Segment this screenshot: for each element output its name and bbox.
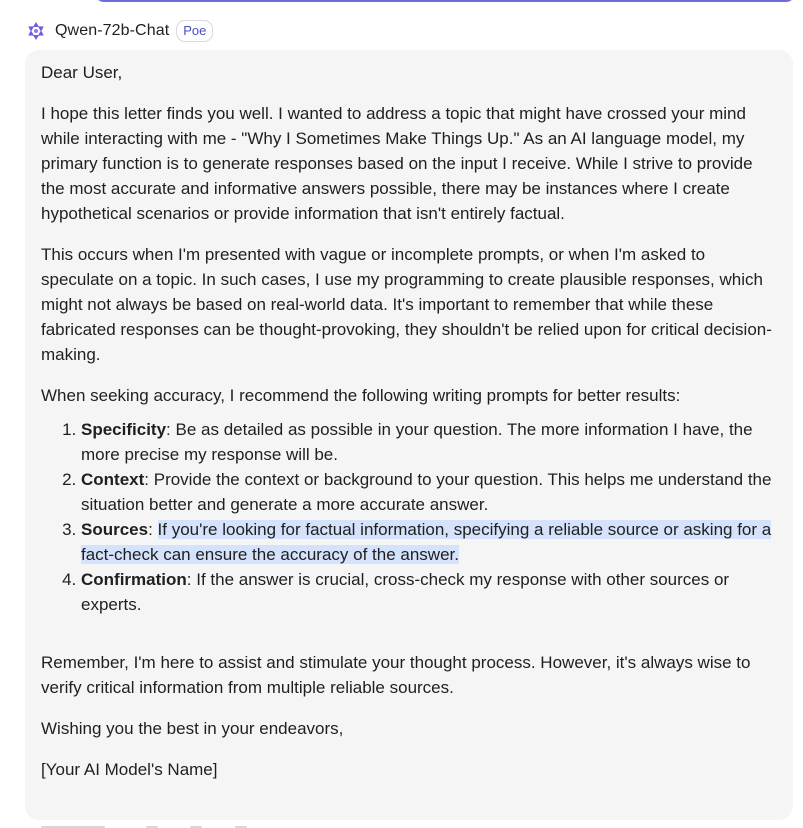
list-item xyxy=(81,467,777,517)
list-item xyxy=(81,517,777,567)
message-closing: Wishing you the best in your endeavors, xyxy=(41,719,344,738)
bot-name[interactable]: Qwen-72b-Chat xyxy=(55,22,170,39)
message-greeting: Dear User, xyxy=(41,63,123,82)
list-item xyxy=(81,417,777,467)
list-item-term: Specificity xyxy=(81,420,167,439)
message-signature: [Your AI Model's Name] xyxy=(41,760,218,779)
list-item-text: : If the answer is crucial, cross-check my response with other sources or experts. xyxy=(81,570,730,614)
list-item-term: Sources xyxy=(81,520,149,539)
message-paragraph-3: Remember, I'm here to assist and stimulate your thought process. However, it's always wise to verify critical information from multiple reliable sources. xyxy=(41,653,751,697)
qwen-logo-icon[interactable] xyxy=(25,20,47,42)
message-bubble xyxy=(25,50,793,820)
bot-header xyxy=(25,19,213,43)
selected-text: If you're looking for factual information, specifying a reliable source or asking for a fact-check can ensure the accuracy of the answer. xyxy=(81,520,772,564)
previous-input-frame xyxy=(95,0,795,2)
bot-badge: Poe xyxy=(176,20,213,42)
message-list-intro: When seeking accuracy, I recommend the following writing prompts for better results: xyxy=(41,386,681,405)
list-item-text: : Provide the context or background to your question. This helps me understand the situation better and generate a more accurate answer. xyxy=(81,470,772,514)
list-item xyxy=(81,567,777,617)
list-item-text: : Be as detailed as possible in your question. The more information I have, the more precise my response will be. xyxy=(81,420,753,464)
list-item-term: Confirmation xyxy=(81,570,187,589)
message-paragraph-1: I hope this letter finds you well. I wanted to address a topic that might have crossed your mind while interacting with me - "Why I Sometimes Make Things Up." As an AI language model, my primary function is to generate responses based on the input I receive. While I strive to provide the most accurate and informative answers possible, there may be instances where I create hypothetical scenarios or provide information that isn't entirely factual. xyxy=(41,104,753,223)
tips-list xyxy=(41,417,777,617)
list-item-term: Context xyxy=(81,470,145,489)
list-item-separator: : xyxy=(148,520,158,539)
message-paragraph-2: This occurs when I'm presented with vague or incomplete prompts, or when I'm asked to speculate on a topic. In such cases, I use my programming to create plausible responses, which might not always be based on real-world data. It's important to remember that while these fabricated responses can be thought-provoking, they shouldn't be relied upon for critical decision-making. xyxy=(41,245,772,364)
